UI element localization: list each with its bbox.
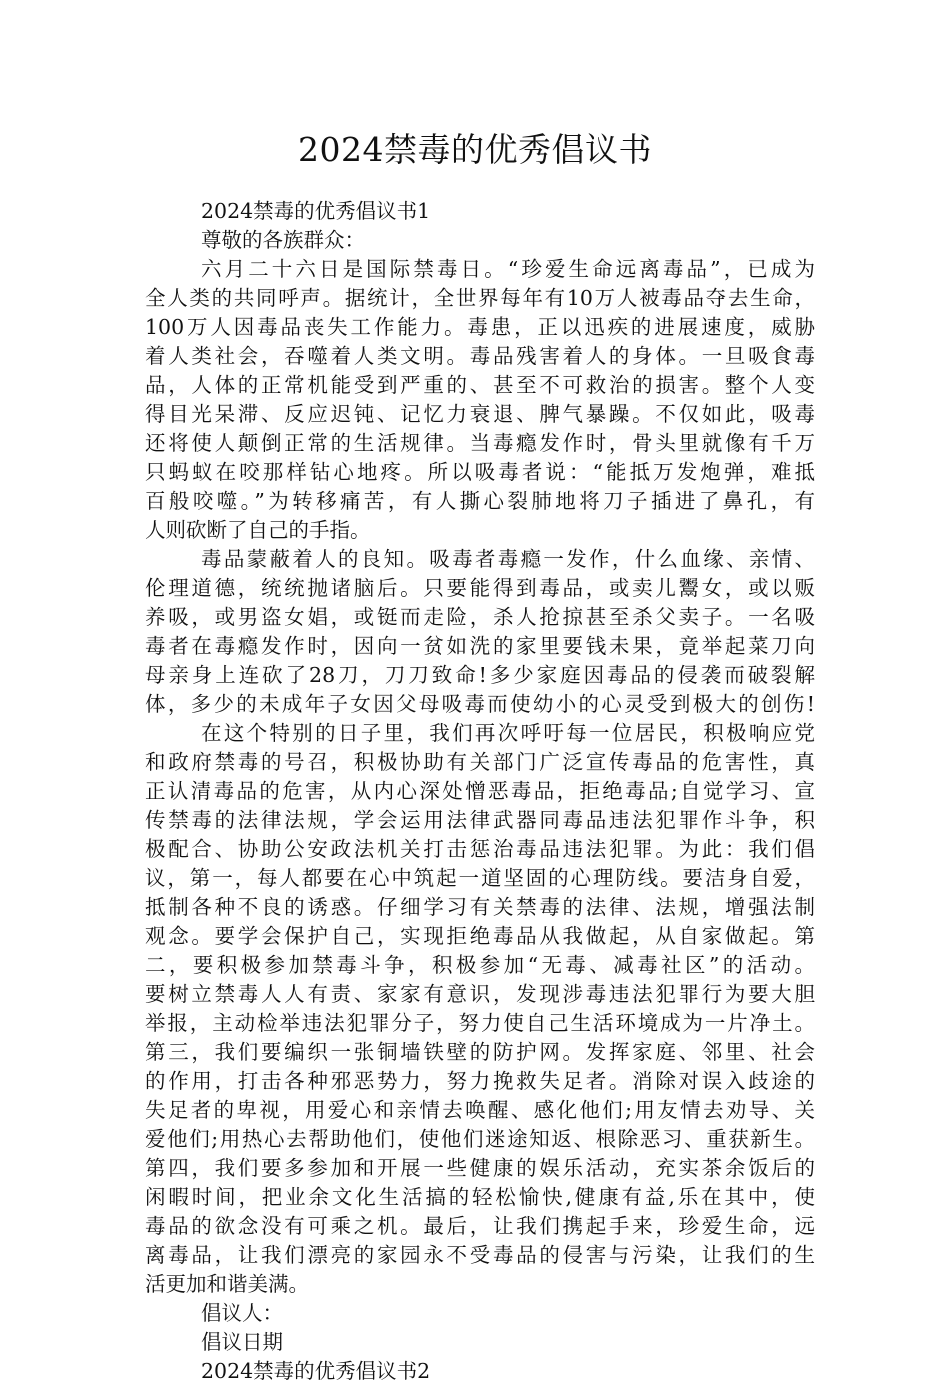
document-body	[145, 197, 815, 1386]
paragraph-2-line: 毒品蒙蔽着人的良知。吸毒者毒瘾一发作，什么血缘、亲情、	[201, 547, 815, 571]
paragraph-3-line: 在这个特别的日子里，我们再次呼吁每一位居民，积极响应党	[201, 721, 815, 745]
document-title: 2024禁毒的优秀倡议书	[298, 130, 652, 169]
paragraph-3-line: 毒品的欲念没有可乘之机。最后，让我们携起手来，珍爱生命，远	[145, 1214, 815, 1238]
paragraph-3-line: 极配合、协助公安政法机关打击惩治毒品违法犯罪。为此：我们倡	[145, 837, 815, 861]
section-heading-2: 2024禁毒的优秀倡议书2	[201, 1359, 431, 1383]
paragraph-3-line: 第四，我们要多参加和开展一些健康的娱乐活动，充实茶余饭后的	[145, 1156, 815, 1180]
paragraph-3-line: 抵制各种不良的诱惑。仔细学习有关禁毒的法律、法规，增强法制	[145, 895, 815, 919]
paragraph-3-line: 观念。要学会保护自己，实现拒绝毒品从我做起，从自家做起。第	[145, 924, 815, 948]
paragraph-3-line: 闲暇时间，把业余文化生活搞的轻松愉快,健康有益,乐在其中，使	[145, 1185, 815, 1209]
paragraph-1-line: 品，人体的正常机能受到严重的、甚至不可救治的损害。整个人变	[145, 373, 815, 397]
paragraph-3-line: 离毒品，让我们漂亮的家园永不受毒品的侵害与污染，让我们的生	[145, 1243, 815, 1267]
salutation: 尊敬的各族群众：	[201, 228, 365, 252]
paragraph-2-line: 体，多少的未成年子女因父母吸毒而使幼小的心灵受到极大的创伤!	[145, 692, 815, 716]
paragraph-3-line: 活更加和谐美满。	[145, 1272, 309, 1296]
paragraph-3-line: 和政府禁毒的号召，积极协助有关部门广泛宣传毒品的危害性，真	[145, 750, 815, 774]
paragraph-2-line: 母亲身上连砍了28刀，刀刀致命!多少家庭因毒品的侵袭而破裂解	[145, 663, 815, 687]
paragraph-3-line: 的作用，打击各种邪恶势力，努力挽救失足者。消除对误入歧途的	[145, 1069, 815, 1093]
paragraph-1-line: 六月二十六日是国际禁毒日。“珍爱生命远离毒品”，已成为	[201, 257, 815, 281]
paragraph-1-line: 人则砍断了自己的手指。	[145, 518, 371, 542]
paragraph-1-line: 100万人因毒品丧失工作能力。毒患，正以迅疾的进展速度，威胁	[145, 315, 815, 339]
paragraph-3-line: 失足者的卑视，用爱心和亲情去唤醒、感化他们;用友情去劝导、关	[145, 1098, 815, 1122]
paragraph-1-line: 只蚂蚁在咬那样钻心地疼。所以吸毒者说：“能抵万发炮弹，难抵	[145, 460, 815, 484]
paragraph-1-line: 得目光呆滞、反应迟钝、记忆力衰退、脾气暴躁。不仅如此，吸毒	[145, 402, 815, 426]
initiator-label: 倡议人：	[201, 1301, 283, 1325]
paragraph-3-line: 二，要积极参加禁毒斗争，积极参加“无毒、减毒社区”的活动。	[145, 953, 815, 977]
paragraph-1-line: 百般咬噬。”为转移痛苦，有人撕心裂肺地将刀子插进了鼻孔，有	[145, 489, 815, 513]
paragraph-3-line: 议，第一，每人都要在心中筑起一道坚固的心理防线。要洁身自爱，	[145, 866, 815, 890]
paragraph-1-line: 着人类社会，吞噬着人类文明。毒品残害着人的身体。一旦吸食毒	[145, 344, 815, 368]
paragraph-3-line: 举报，主动检举违法犯罪分子，努力使自己生活环境成为一片净土。	[145, 1011, 815, 1035]
section-heading-1: 2024禁毒的优秀倡议书1	[201, 199, 431, 223]
paragraph-3-line: 爱他们;用热心去帮助他们，使他们迷途知返、根除恶习、重获新生。	[145, 1127, 815, 1151]
paragraph-3-line: 正认清毒品的危害，从内心深处憎恶毒品，拒绝毒品;自觉学习、宣	[145, 779, 815, 803]
paragraph-3-line: 第三，我们要编织一张铜墙铁壁的防护网。发挥家庭、邻里、社会	[145, 1040, 815, 1064]
paragraph-1-line: 全人类的共同呼声。据统计，全世界每年有10万人被毒品夺去生命，	[145, 286, 815, 310]
initiative-date-label: 倡议日期	[201, 1330, 283, 1354]
paragraph-2-line: 养吸，或男盗女娼，或铤而走险，杀人抢掠甚至杀父卖子。一名吸	[145, 605, 815, 629]
paragraph-3-line: 传禁毒的法律法规，学会运用法律武器同毒品违法犯罪作斗争，积	[145, 808, 815, 832]
paragraph-3-line: 要树立禁毒人人有责、家家有意识，发现涉毒违法犯罪行为要大胆	[145, 982, 815, 1006]
paragraph-1-line: 还将使人颠倒正常的生活规律。当毒瘾发作时，骨头里就像有千万	[145, 431, 815, 455]
paragraph-2-line: 毒者在毒瘾发作时，因向一贫如洗的家里要钱未果，竟举起菜刀向	[145, 634, 815, 658]
paragraph-2-line: 伦理道德，统统抛诸脑后。只要能得到毒品，或卖儿鬻女，或以贩	[145, 576, 815, 600]
